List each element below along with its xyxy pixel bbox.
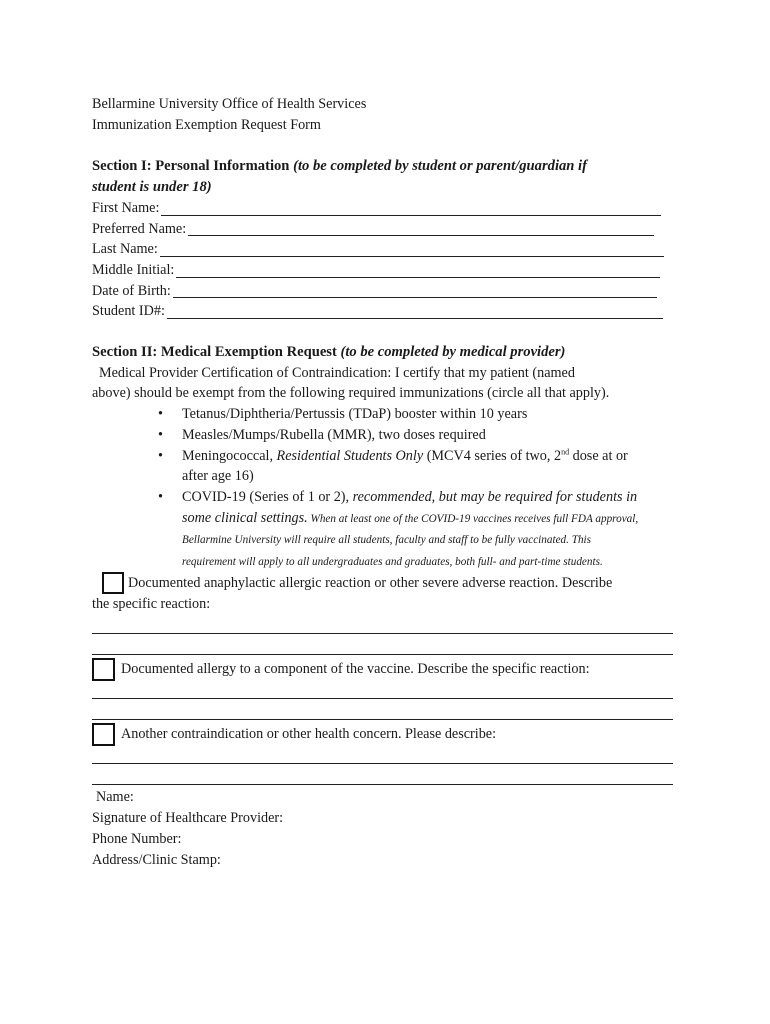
immunization-mmr-text: Measles/Mumps/Rubella (MMR), two doses required — [182, 426, 486, 443]
date-of-birth-field[interactable] — [92, 281, 674, 302]
vaccine-allergy-describe-line-1[interactable] — [92, 679, 673, 699]
immunization-covid19[interactable] — [156, 487, 674, 573]
covid-requirement-note: Bellarmine University will require all students, faculty and staff to be fully vaccinated. This — [182, 534, 592, 547]
bullet-glyph: • — [158, 488, 163, 505]
covid-scope-note: requirement will apply to all undergraduates and graduates, both full- and part-time students. — [182, 556, 603, 569]
first-name-label: First Name: — [92, 199, 160, 216]
provider-address-label: Address/Clinic Stamp: — [92, 851, 221, 868]
first-name-field[interactable] — [92, 198, 674, 219]
bullet-glyph: • — [158, 447, 163, 464]
anaphylactic-describe-line-2[interactable] — [92, 635, 673, 655]
other-contraindication-label: Another contraindication or other health concern. Please describe: — [121, 726, 497, 743]
preferred-name-label: Preferred Name: — [92, 220, 187, 237]
section2-title: Section II: Medical Exemption Request — [92, 344, 337, 361]
other-contraindication-option[interactable] — [92, 724, 674, 744]
vaccine-allergy-label: Documented allergy to a component of the vaccine. Describe the specific reaction: — [121, 661, 590, 678]
anaphylactic-label-cont: the specific reaction: — [92, 595, 211, 612]
other-contraindication-describe-line-2[interactable] — [92, 765, 673, 785]
preferred-name-input-line[interactable] — [188, 220, 654, 236]
preferred-name-field[interactable] — [92, 219, 674, 240]
bullet-glyph: • — [158, 406, 163, 423]
last-name-label: Last Name: — [92, 241, 158, 258]
form-page — [92, 94, 674, 870]
middle-initial-label: Middle Initial: — [92, 261, 175, 278]
mcv4-note: (MCV4 series of two, 2 — [423, 447, 562, 464]
last-name-field[interactable] — [92, 239, 674, 260]
covid-label: COVID-19 (Series of 1 or 2), — [182, 488, 353, 505]
section1-heading — [92, 156, 674, 177]
form-title: Immunization Exemption Request Form — [92, 116, 321, 133]
dose-note: dose at or — [569, 447, 628, 464]
section2-note: (to be completed by medical provider) — [340, 344, 566, 361]
anaphylactic-reaction-option[interactable] — [102, 573, 674, 594]
last-name-input-line[interactable] — [160, 241, 664, 257]
provider-phone-label: Phone Number: — [92, 830, 182, 847]
ordinal-suffix: nd — [561, 446, 570, 456]
middle-initial-field[interactable] — [92, 260, 674, 281]
student-id-label: Student ID#: — [92, 303, 165, 320]
institution-title: Bellarmine University Office of Health Services — [92, 96, 367, 112]
anaphylactic-checkbox[interactable] — [102, 572, 124, 594]
immunization-tdap[interactable] — [156, 404, 674, 425]
provider-signature-label: Signature of Healthcare Provider: — [92, 810, 284, 827]
bullet-glyph: • — [158, 426, 163, 443]
covid-clinical-note: some clinical settings. — [182, 509, 308, 526]
section1-title: Section I: Personal Information — [92, 158, 290, 175]
vaccine-allergy-checkbox[interactable] — [92, 658, 115, 681]
section1-note: (to be completed by student or parent/guardian if — [293, 158, 587, 175]
certification-line2: above) should be exempt from the following required immunizations (circle all that apply). — [92, 385, 610, 402]
middle-initial-input-line[interactable] — [176, 262, 660, 278]
immunization-mmr[interactable] — [156, 425, 674, 446]
immunization-covid19-text — [182, 487, 674, 573]
certification-line1: Medical Provider Certification of Contraindication: I certify that my patient (named — [99, 364, 575, 381]
date-of-birth-input-line[interactable] — [173, 282, 657, 298]
date-of-birth-label: Date of Birth: — [92, 282, 171, 299]
dose-age-note: after age 16) — [182, 468, 254, 485]
first-name-input-line[interactable] — [161, 200, 661, 216]
anaphylactic-describe-line-1[interactable] — [92, 614, 673, 634]
other-contraindication-describe-line-1[interactable] — [92, 744, 673, 764]
section1-note-line2: student is under 18) — [92, 179, 212, 196]
student-id-input-line[interactable] — [167, 303, 663, 319]
provider-name-label: Name: — [96, 789, 134, 806]
immunization-meningococcal[interactable] — [156, 446, 674, 487]
covid-fda-note: When at least one of the COVID-19 vaccines receives full FDA approval, — [307, 512, 639, 525]
residential-note: Residential Students Only — [276, 447, 424, 464]
section1-note-cont — [92, 177, 674, 198]
immunization-list — [156, 404, 674, 573]
other-contraindication-checkbox[interactable] — [92, 723, 115, 746]
covid-recommendation: recommended, but may be required for students in — [352, 488, 638, 505]
section2-heading — [92, 342, 674, 363]
meningococcal-label: Meningococcal, — [182, 447, 277, 464]
immunization-tdap-text: Tetanus/Diphtheria/Pertussis (TDaP) booster within 10 years — [182, 406, 528, 423]
anaphylactic-label: Documented anaphylactic allergic reaction or other severe adverse reaction. Describe — [128, 574, 613, 591]
student-id-field[interactable] — [92, 301, 674, 322]
vaccine-allergy-describe-line-2[interactable] — [92, 700, 673, 720]
vaccine-allergy-option[interactable] — [92, 659, 674, 679]
immunization-meningococcal-text — [182, 446, 674, 487]
